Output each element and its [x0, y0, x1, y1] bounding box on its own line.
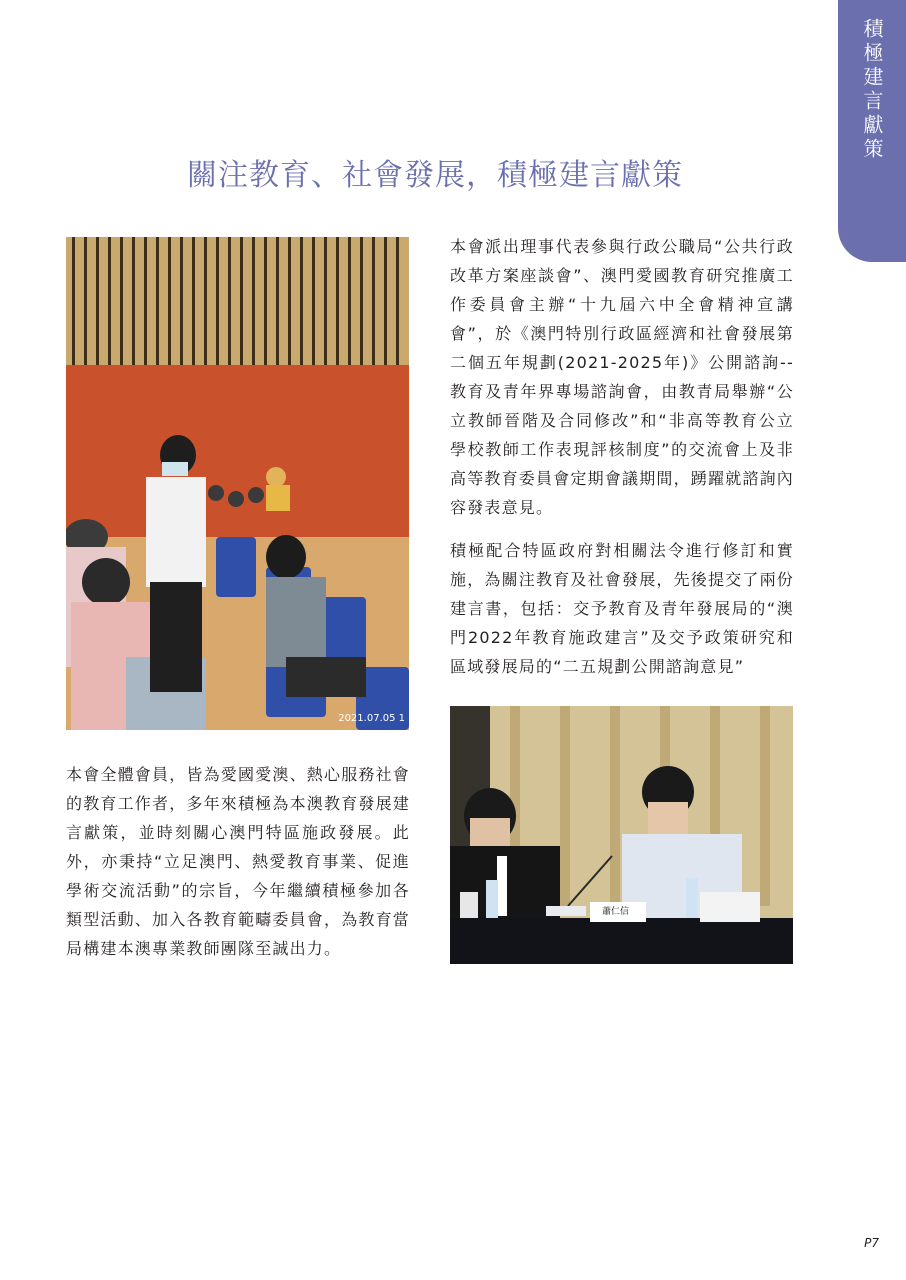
page-number: P7 — [864, 1236, 879, 1250]
meeting-audience-photo — [66, 237, 409, 730]
page-title: 關注教育、社會發展，積極建言獻策 — [187, 158, 683, 193]
photo-timestamp: 2021.07.05 1 — [338, 713, 405, 724]
panel-meeting-photo — [450, 706, 793, 964]
section-tab — [838, 0, 906, 262]
paragraph-proposals: 積極配合特區政府對相關法令進行修訂和實施，為關注教育及社會發展，先後提交了兩份建言書，包括：交予教育及青年發展局的“澳門2022年教育施政建言”及交予政策研究和區域發展局的“二五規劃公開諮詢意見” — [450, 541, 795, 676]
paragraph-consultation: 本會派出理事代表參與行政公職局“公共行政改革方案座談會”、澳門愛國教育研究推廣工作委員會主辦“十九屆六中全會精神宣講會”，於《澳門特別行政區經濟和社會發展第二個五年規劃(2021-2025年)》公開諮詢--教育及青年界專場諮詢會，由教青局舉辦“公立教師晉階及合同修改”和“非高等教育公立學校教師工作表現評核制度”的交流會上及非高等教育委員會定期會議期間，踴躍就諮詢內容發表意見。 — [450, 237, 795, 517]
section-tab-label: 積極建言獻策 — [860, 18, 884, 162]
nameplate-text: 蕭仁信 — [602, 907, 630, 917]
paragraph-members: 本會全體會員，皆為愛國愛澳、熱心服務社會的教育工作者，多年來積極為本澳教育發展建言獻策，並時刻關心澳門特區施政發展。此外，亦秉持“立足澳門、熱愛教育事業、促進學術交流活動”的宗旨，今年繼續積極參加各類型活動、加入各教育範疇委員會，為教育當局構建本澳專業教師團隊至誠出力。 — [66, 765, 411, 958]
